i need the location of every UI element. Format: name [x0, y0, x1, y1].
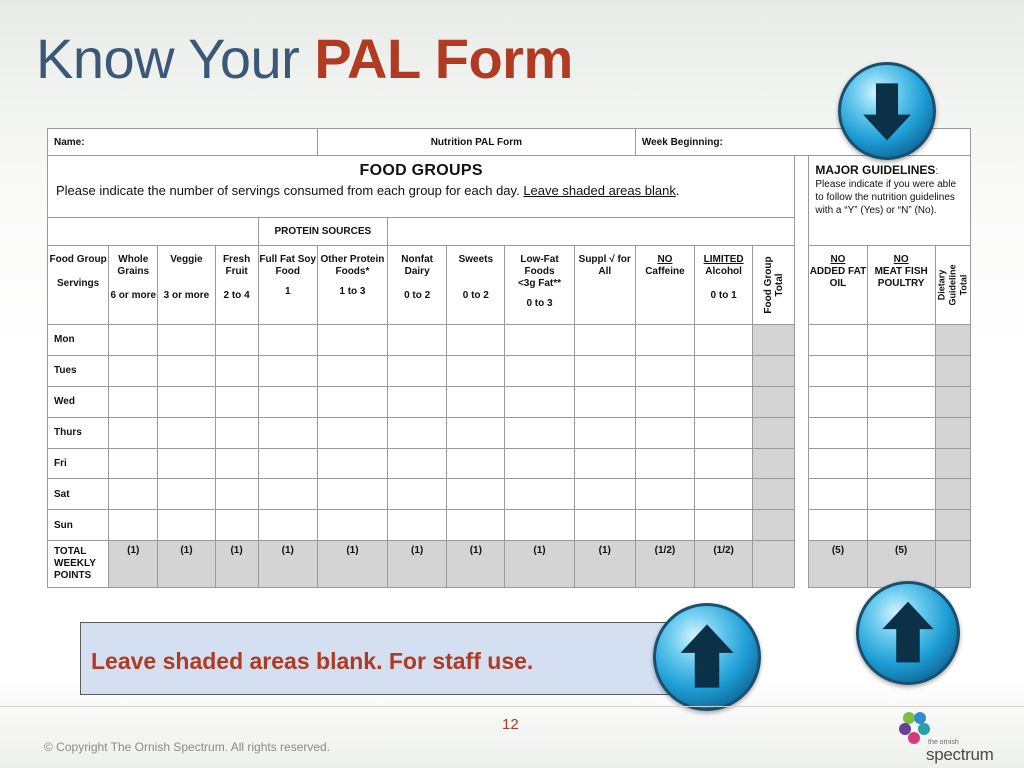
day-label: Wed — [48, 386, 109, 417]
major-guidelines-title: MAJOR GUIDELINES — [815, 163, 936, 177]
entry-cell[interactable] — [867, 386, 935, 417]
entry-cell[interactable] — [867, 479, 935, 510]
day-row — [48, 355, 971, 386]
header-other-protein-foods — [317, 246, 387, 325]
entry-cell — [753, 448, 795, 479]
col-label: Full Fat Soy Food — [259, 254, 317, 277]
entry-cell[interactable] — [258, 448, 317, 479]
entry-cell[interactable] — [574, 417, 635, 448]
col-servings: 0 to 3 — [526, 298, 553, 309]
col-label-underlined: NO — [893, 254, 909, 265]
major-guidelines: MAJOR GUIDELINES: Please indicate if you were able to follow the nutrition guidelines with a “Y” (Yes) or “N” (No). — [809, 156, 971, 246]
nutrition-pal-form — [47, 128, 971, 588]
header-fresh-fruit — [215, 246, 258, 325]
entry-cell[interactable] — [574, 325, 635, 356]
day-label: Mon — [48, 325, 109, 356]
entry-cell[interactable] — [158, 325, 215, 356]
total-points-cell: (1) — [574, 541, 635, 588]
col-label: Nonfat Dairy — [401, 254, 433, 277]
entry-cell[interactable] — [695, 325, 753, 356]
entry-cell[interactable] — [258, 417, 317, 448]
total-points-cell: (1) — [388, 541, 447, 588]
entry-cell[interactable] — [109, 448, 158, 479]
entry-cell[interactable] — [447, 325, 505, 356]
entry-cell[interactable] — [505, 386, 574, 417]
header-limited-alcohol — [695, 246, 753, 325]
header-whole-grains — [109, 246, 158, 325]
protein-sources-label: PROTEIN SOURCES — [258, 218, 387, 246]
arrow-down-icon — [838, 62, 936, 160]
entry-cell[interactable] — [158, 386, 215, 417]
day-label: Sat — [48, 479, 109, 510]
column-gap — [795, 541, 809, 588]
header-veggie — [158, 246, 215, 325]
entry-cell[interactable] — [158, 417, 215, 448]
header-sweets — [447, 246, 505, 325]
entry-cell[interactable] — [809, 325, 867, 356]
total-row — [48, 541, 971, 588]
entry-cell[interactable] — [388, 355, 447, 386]
entry-cell[interactable] — [317, 325, 387, 356]
total-points-cell: (1) — [158, 541, 215, 588]
entry-cell[interactable] — [867, 448, 935, 479]
day-row — [48, 510, 971, 541]
entry-cell[interactable] — [505, 510, 574, 541]
entry-cell[interactable] — [574, 386, 635, 417]
name-label: Name: — [48, 129, 318, 156]
entry-cell[interactable] — [505, 325, 574, 356]
entry-cell[interactable] — [809, 448, 867, 479]
entry-cell — [753, 510, 795, 541]
entry-cell[interactable] — [258, 355, 317, 386]
entry-cell[interactable] — [317, 417, 387, 448]
header-full-fat-soy-food — [258, 246, 317, 325]
entry-cell[interactable] — [158, 479, 215, 510]
total-points-cell: (1) — [215, 541, 258, 588]
slide-title — [36, 26, 573, 91]
col-servings: 1 to 3 — [339, 286, 366, 297]
entry-cell[interactable] — [447, 510, 505, 541]
total-points-cell: (1) — [109, 541, 158, 588]
day-row — [48, 325, 971, 356]
day-rows — [48, 325, 971, 541]
entry-cell[interactable] — [809, 355, 867, 386]
entry-cell — [935, 448, 970, 479]
column-gap — [795, 417, 809, 448]
page-number: 12 — [502, 716, 519, 733]
entry-cell[interactable] — [809, 479, 867, 510]
entry-cell[interactable] — [388, 386, 447, 417]
food-groups-instruction: Please indicate the number of servings consumed from each group for each day. Leave shaded areas blank. — [56, 183, 680, 198]
entry-cell[interactable] — [258, 386, 317, 417]
total-points-cell: (1) — [258, 541, 317, 588]
food-group-total-label: Food Group Total — [762, 256, 785, 314]
entry-cell[interactable] — [574, 448, 635, 479]
entry-cell[interactable] — [809, 417, 867, 448]
col-servings: 3 or more — [163, 290, 210, 301]
week-beginning-label: Week Beginning: — [635, 129, 970, 156]
col-servings: 0 to 2 — [404, 290, 431, 301]
entry-cell[interactable] — [635, 479, 694, 510]
entry-cell[interactable] — [809, 386, 867, 417]
entry-cell[interactable] — [447, 355, 505, 386]
dietary-guideline-total-label: Dietary Guideline Total — [936, 264, 969, 306]
entry-cell[interactable] — [258, 325, 317, 356]
entry-cell[interactable] — [505, 355, 574, 386]
header-no-added-fat-oil — [809, 246, 867, 325]
entry-cell[interactable] — [109, 325, 158, 356]
entry-cell[interactable] — [505, 417, 574, 448]
col-servings: 2 to 4 — [223, 290, 250, 301]
entry-cell — [935, 325, 970, 356]
total-points-cell: (1) — [317, 541, 387, 588]
entry-cell[interactable] — [574, 479, 635, 510]
header-no-caffeine — [635, 246, 694, 325]
entry-cell[interactable] — [317, 355, 387, 386]
entry-cell[interactable] — [867, 510, 935, 541]
entry-cell[interactable] — [109, 417, 158, 448]
logo-text-large: spectrum — [926, 745, 994, 764]
entry-cell[interactable] — [109, 479, 158, 510]
entry-cell[interactable] — [317, 386, 387, 417]
day-row — [48, 386, 971, 417]
col-label: Alcohol — [705, 266, 742, 277]
column-gap — [795, 510, 809, 541]
col-label: Other Protein Foods* — [320, 254, 385, 277]
header-nonfat-dairy — [388, 246, 447, 325]
entry-cell[interactable] — [215, 355, 258, 386]
entry-cell[interactable] — [635, 386, 694, 417]
form-title: Nutrition PAL Form — [317, 129, 635, 156]
entry-cell — [753, 479, 795, 510]
column-gap — [795, 325, 809, 356]
column-gap — [795, 448, 809, 479]
entry-cell[interactable] — [109, 510, 158, 541]
col-servings: 0 to 1 — [710, 290, 737, 301]
entry-cell[interactable] — [215, 325, 258, 356]
entry-cell[interactable] — [635, 325, 694, 356]
entry-cell[interactable] — [158, 355, 215, 386]
entry-cell — [753, 325, 795, 356]
entry-cell[interactable] — [635, 510, 694, 541]
entry-cell[interactable] — [258, 479, 317, 510]
col-label: Whole Grains — [117, 254, 150, 277]
col-servings: 0 to 2 — [462, 290, 489, 301]
col-label: Suppl √ for All — [578, 254, 631, 277]
entry-cell[interactable] — [695, 448, 753, 479]
entry-cell[interactable] — [695, 417, 753, 448]
entry-cell[interactable] — [388, 448, 447, 479]
entry-cell[interactable] — [695, 510, 753, 541]
col-label-underlined: NO — [657, 254, 673, 265]
total-points-cell: (1) — [505, 541, 574, 588]
header-dietary-guideline-total — [935, 246, 970, 325]
day-row — [48, 479, 971, 510]
footer-divider — [0, 706, 1024, 707]
entry-cell[interactable] — [447, 448, 505, 479]
entry-cell — [935, 355, 970, 386]
entry-cell[interactable] — [695, 355, 753, 386]
entry-cell[interactable] — [867, 355, 935, 386]
entry-cell[interactable] — [215, 479, 258, 510]
entry-cell — [935, 479, 970, 510]
entry-cell[interactable] — [388, 325, 447, 356]
guideline-points-cell: (5) — [867, 541, 935, 588]
total-points-cell — [753, 541, 795, 588]
entry-cell[interactable] — [809, 510, 867, 541]
staff-use-callout — [80, 622, 692, 695]
entry-cell — [753, 355, 795, 386]
header-food-group-total — [753, 246, 795, 325]
food-group-header — [48, 246, 109, 325]
entry-cell[interactable] — [505, 479, 574, 510]
day-label: Thurs — [48, 417, 109, 448]
entry-cell[interactable] — [447, 417, 505, 448]
arrow-up-icon — [653, 603, 761, 711]
col-label: Low-Fat Foods — [520, 254, 559, 277]
col-label: MEAT FISH POULTRY — [874, 266, 928, 289]
entry-cell[interactable] — [109, 386, 158, 417]
food-groups-header — [48, 156, 795, 218]
col-label: ADDED FAT OIL — [809, 266, 867, 289]
col-label: Veggie — [170, 254, 203, 265]
total-points-cell: (1/2) — [635, 541, 694, 588]
entry-cell[interactable] — [158, 510, 215, 541]
col-label: Fresh Fruit — [222, 254, 251, 277]
entry-cell[interactable] — [695, 386, 753, 417]
entry-cell[interactable] — [447, 386, 505, 417]
entry-cell[interactable] — [317, 448, 387, 479]
col-label-2: <3g Fat** — [517, 278, 562, 289]
header-low-fat-foods — [505, 246, 574, 325]
guideline-points-cell: (5) — [809, 541, 867, 588]
day-row — [48, 448, 971, 479]
col-label: Caffeine — [645, 266, 685, 277]
day-row — [48, 417, 971, 448]
entry-cell[interactable] — [388, 479, 447, 510]
entry-cell[interactable] — [447, 479, 505, 510]
entry-cell[interactable] — [635, 355, 694, 386]
entry-cell[interactable] — [505, 448, 574, 479]
entry-cell[interactable] — [109, 355, 158, 386]
entry-cell[interactable] — [388, 510, 447, 541]
entry-cell[interactable] — [635, 417, 694, 448]
header-no-meat-fish-poultry — [867, 246, 935, 325]
logo-text-small: the ornish — [928, 739, 959, 746]
header-supplements — [574, 246, 635, 325]
entry-cell[interactable] — [867, 417, 935, 448]
entry-cell[interactable] — [574, 510, 635, 541]
entry-cell — [935, 386, 970, 417]
total-points-cell: (1/2) — [695, 541, 753, 588]
entry-cell[interactable] — [574, 355, 635, 386]
food-groups-title: FOOD GROUPS — [359, 162, 483, 179]
entry-cell[interactable] — [867, 325, 935, 356]
blank-cell — [388, 218, 795, 246]
instruction-link: Leave shaded areas blank — [523, 183, 676, 198]
col-label-underlined: NO — [830, 254, 846, 265]
day-label: Sun — [48, 510, 109, 541]
column-gap — [795, 156, 809, 325]
day-label: Fri — [48, 448, 109, 479]
servings-label: Servings — [56, 278, 100, 289]
major-guidelines-text: Please indicate if you were able to follow the nutrition guidelines with a “Y” (Yes) or “N” (No). — [815, 179, 956, 216]
entry-cell[interactable] — [215, 510, 258, 541]
entry-cell[interactable] — [215, 417, 258, 448]
instruction-text: Please indicate the number of servings consumed from each group for each day. — [56, 183, 520, 198]
col-label: Sweets — [458, 254, 494, 265]
slide-title-accent: PAL Form — [314, 27, 573, 90]
entry-cell[interactable] — [388, 417, 447, 448]
entry-cell — [935, 510, 970, 541]
col-servings: 6 or more — [110, 290, 157, 301]
copyright-text: © Copyright The Ornish Spectrum. All rights reserved. — [44, 740, 331, 754]
column-gap — [795, 386, 809, 417]
day-label: Tues — [48, 355, 109, 386]
blank-cell — [48, 218, 259, 246]
entry-cell[interactable] — [258, 510, 317, 541]
entry-cell — [753, 417, 795, 448]
entry-cell[interactable] — [695, 479, 753, 510]
entry-cell — [935, 417, 970, 448]
guideline-points-cell — [935, 541, 970, 588]
entry-cell — [753, 386, 795, 417]
entry-cell[interactable] — [317, 510, 387, 541]
entry-cell[interactable] — [215, 448, 258, 479]
slide-title-plain: Know Your — [36, 27, 315, 90]
column-gap — [795, 355, 809, 386]
entry-cell[interactable] — [317, 479, 387, 510]
column-gap — [795, 479, 809, 510]
food-group-label: Food Group — [49, 254, 107, 265]
callout-text: Leave shaded areas blank. For staff use. — [91, 648, 534, 674]
entry-cell[interactable] — [215, 386, 258, 417]
total-points-cell: (1) — [447, 541, 505, 588]
col-label-underlined: LIMITED — [703, 254, 744, 265]
arrow-up-icon — [856, 581, 960, 685]
entry-cell[interactable] — [158, 448, 215, 479]
entry-cell[interactable] — [635, 448, 694, 479]
total-weekly-points-label: TOTAL WEEKLY POINTS — [48, 541, 109, 588]
col-servings: 1 — [284, 286, 291, 297]
